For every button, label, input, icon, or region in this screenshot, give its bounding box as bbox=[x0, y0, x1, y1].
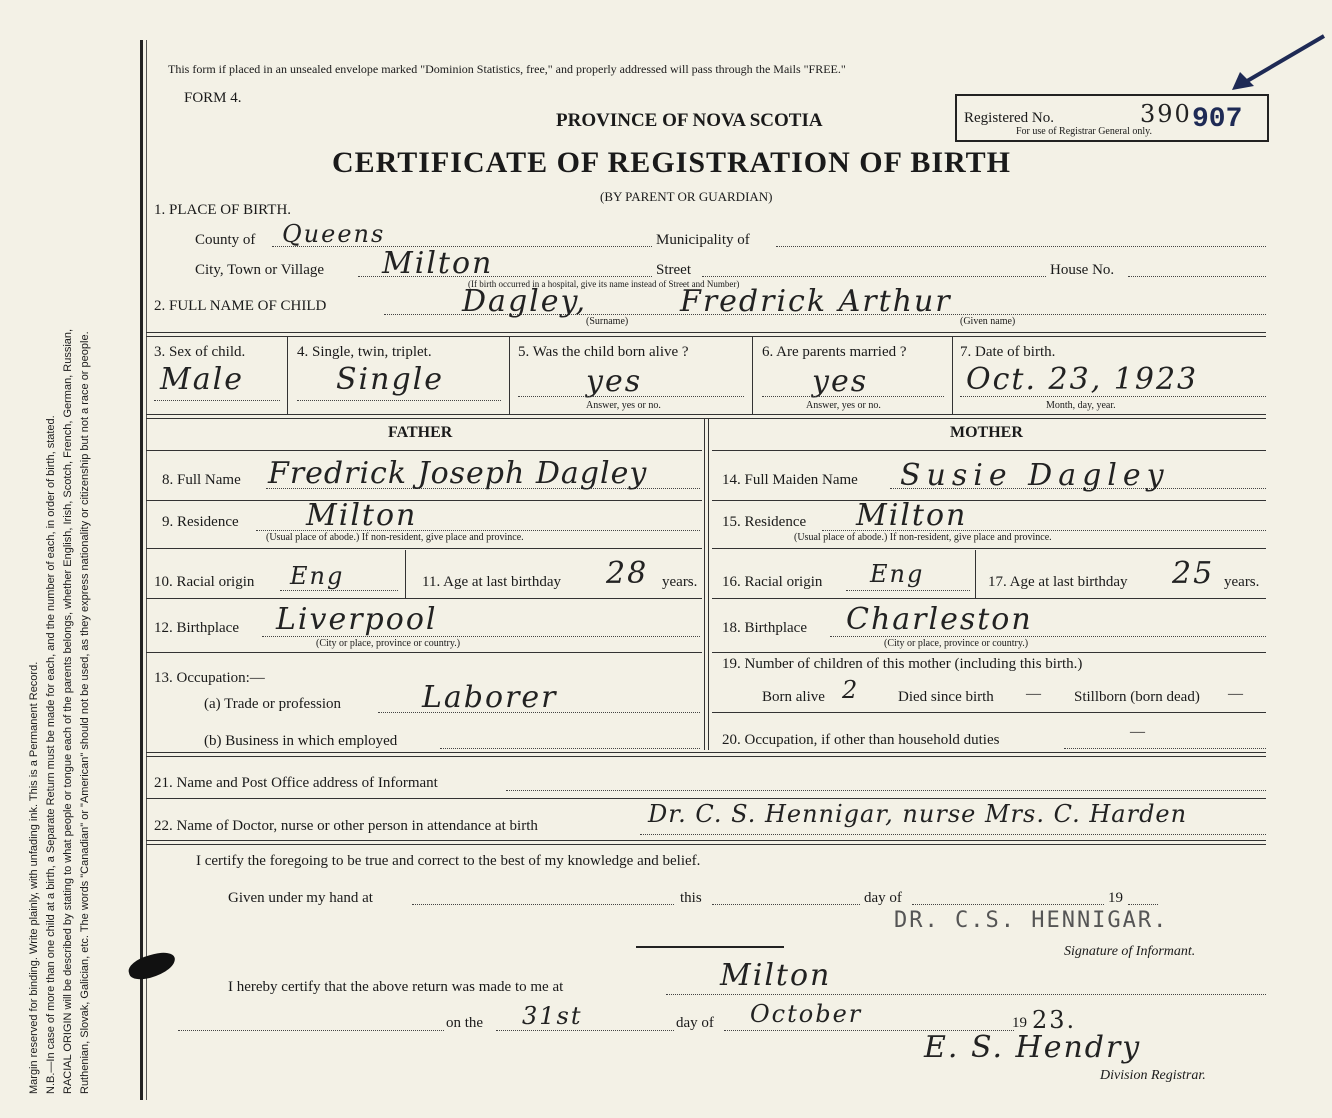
informant-line bbox=[506, 790, 1266, 791]
alive-value: yes bbox=[586, 364, 643, 399]
mother-birthplace-label: 18. Birthplace bbox=[722, 620, 807, 636]
plurality-label: 4. Single, twin, triplet. bbox=[297, 344, 432, 360]
col-divider bbox=[287, 336, 288, 414]
year-label: 19 bbox=[1012, 1015, 1027, 1031]
mother-occupation-value: — bbox=[1130, 724, 1145, 740]
month-value: October bbox=[750, 1000, 863, 1028]
father-age-value: 28 bbox=[606, 556, 649, 591]
day-of-label: day of bbox=[864, 890, 902, 906]
father-age-label: 11. Age at last birthday bbox=[422, 574, 561, 590]
doctor-line bbox=[640, 834, 1266, 835]
certify-statement: I certify the foregoing to be true and correct to the best of my knowledge and belief. bbox=[196, 853, 701, 869]
father-name-value: Fredrick Joseph Dagley bbox=[268, 456, 648, 491]
doctor-label: 22. Name of Doctor, nurse or other person in attendance at birth bbox=[154, 818, 538, 834]
father-name-label: 8. Full Name bbox=[162, 472, 241, 488]
registrar-signature: E. S. Hendry bbox=[924, 1030, 1142, 1065]
this-label: this bbox=[680, 890, 702, 906]
child-name-label: 2. FULL NAME OF CHILD bbox=[154, 298, 327, 314]
doctor-value: Dr. C. S. Hennigar, nurse Mrs. C. Harden bbox=[648, 800, 1188, 828]
city-label: City, Town or Village bbox=[195, 262, 325, 278]
born-alive-value: 2 bbox=[842, 676, 860, 704]
father-years: years. bbox=[662, 574, 698, 590]
col-divider bbox=[405, 550, 406, 598]
rule bbox=[712, 652, 1266, 653]
registrar-note: For use of Registrar General only. bbox=[1016, 126, 1152, 137]
signature-caption: Signature of Informant. bbox=[1064, 944, 1196, 959]
margin-note: N.B.—In case of more than one child at a birth, a Separate Return must be made for each, and the number of each, in order of birth, stated. bbox=[45, 415, 57, 1094]
city-value: Milton bbox=[382, 246, 494, 281]
rule bbox=[712, 598, 1266, 599]
binding-line bbox=[140, 40, 143, 1100]
stillborn-value: — bbox=[1228, 686, 1243, 702]
year-prefix: 19 bbox=[1108, 890, 1123, 906]
arrow-icon bbox=[1228, 32, 1328, 94]
mail-notice: This form if placed in an unsealed envelope marked "Dominion Statistics, free," and properly addressed will pass through the Mails "FREE." bbox=[168, 62, 846, 76]
county-label: County of bbox=[195, 232, 256, 248]
mother-name-value: Susie Dagley bbox=[900, 458, 1170, 493]
rule bbox=[146, 752, 1266, 757]
father-heading: FATHER bbox=[388, 424, 453, 441]
street-label: Street bbox=[656, 262, 691, 278]
sex-value: Male bbox=[160, 362, 244, 397]
rule bbox=[712, 450, 1266, 451]
rule bbox=[146, 450, 702, 451]
mother-name-label: 14. Full Maiden Name bbox=[722, 472, 858, 488]
dob-value: Oct. 23, 1923 bbox=[966, 362, 1199, 397]
page-subtitle: (BY PARENT OR GUARDIAN) bbox=[600, 189, 773, 204]
mother-residence-value: Milton bbox=[856, 498, 968, 533]
place-of-birth-heading: 1. PLACE OF BIRTH. bbox=[154, 202, 292, 218]
county-value: Queens bbox=[282, 220, 386, 248]
month-label: day of bbox=[676, 1015, 714, 1031]
on-the-label: on the bbox=[446, 1015, 484, 1031]
hospital-note: (If birth occurred in a hospital, give its name instead of Street and Number) bbox=[468, 279, 740, 289]
father-residence-label: 9. Residence bbox=[162, 514, 239, 530]
rule bbox=[146, 548, 702, 549]
mother-residence-label: 15. Residence bbox=[722, 514, 807, 530]
house-label: House No. bbox=[1050, 262, 1115, 278]
alive-line bbox=[518, 396, 744, 397]
mother-age-label: 17. Age at last birthday bbox=[988, 574, 1128, 590]
child-surname: Dagley, bbox=[462, 284, 587, 319]
rule bbox=[712, 500, 1266, 501]
mother-birthplace-caption: (City or place, province or country.) bbox=[884, 638, 1029, 649]
plurality-line bbox=[297, 400, 501, 401]
col-divider bbox=[752, 336, 753, 414]
mother-race-label: 16. Racial origin bbox=[722, 574, 823, 590]
born-alive-label: Born alive bbox=[762, 689, 825, 705]
business-label: (b) Business in which employed bbox=[204, 733, 398, 749]
registered-number-stamp: 907 bbox=[1192, 104, 1243, 135]
married-caption: Answer, yes or no. bbox=[806, 400, 881, 411]
given-name-caption: (Given name) bbox=[960, 316, 1016, 327]
municipality-line bbox=[776, 246, 1266, 247]
col-divider bbox=[975, 550, 976, 598]
mother-residence-caption: (Usual place of abode.) If non-resident, give place and province. bbox=[794, 532, 1052, 543]
mother-race-value: Eng bbox=[870, 560, 925, 588]
registered-number-handwritten: 390 bbox=[1140, 100, 1192, 128]
margin-note: Ruthenian, Slovak, Galician, etc. The words "Canadian" or "American" should not be used, as they express nationality or citizenship but not a race or people. bbox=[79, 331, 91, 1094]
mother-age-value: 25 bbox=[1172, 556, 1215, 591]
married-line bbox=[762, 396, 944, 397]
father-birthplace-value: Liverpool bbox=[276, 602, 438, 637]
house-line bbox=[1128, 276, 1266, 277]
sex-line bbox=[154, 400, 280, 401]
trade-value: Laborer bbox=[422, 680, 558, 715]
died-value: — bbox=[1026, 686, 1041, 702]
plurality-value: Single bbox=[336, 362, 445, 397]
rule bbox=[146, 332, 1266, 337]
col-divider bbox=[509, 336, 510, 414]
rule bbox=[146, 598, 702, 599]
street-line bbox=[702, 276, 1046, 277]
occupation-label: 13. Occupation:— bbox=[154, 670, 265, 686]
father-race-value: Eng bbox=[290, 562, 345, 590]
ink-blot bbox=[126, 949, 178, 983]
informant-signature: DR. C.S. HENNIGAR. bbox=[894, 908, 1169, 933]
dob-label: 7. Date of birth. bbox=[960, 344, 1056, 360]
lead-line bbox=[178, 1030, 444, 1031]
rule bbox=[146, 798, 1266, 799]
return-place: Milton bbox=[720, 958, 832, 993]
dob-line bbox=[960, 396, 1266, 397]
rule bbox=[712, 548, 1266, 549]
margin-notes bbox=[26, 94, 94, 1094]
return-line bbox=[666, 994, 1266, 995]
margin-note: Margin reserved for binding. Write plainly, with unfading ink. This is a Permanent Record. bbox=[28, 661, 40, 1094]
registered-label: Registered No. bbox=[964, 110, 1054, 126]
rule bbox=[712, 712, 1266, 713]
alive-caption: Answer, yes or no. bbox=[586, 400, 661, 411]
dob-caption: Month, day, year. bbox=[1046, 400, 1116, 411]
children-label: 19. Number of children of this mother (including this birth.) bbox=[722, 656, 1083, 672]
stillborn-label: Stillborn (born dead) bbox=[1074, 689, 1200, 705]
mother-heading: MOTHER bbox=[950, 424, 1023, 441]
col-divider bbox=[952, 336, 953, 414]
margin-note: RACIAL ORIGIN will be described by stating to what people or tongue each of the parents belongs, whether English, Irish, Scotch, French, German, Russian, bbox=[62, 328, 74, 1094]
father-race-label: 10. Racial origin bbox=[154, 574, 255, 590]
alive-label: 5. Was the child born alive ? bbox=[518, 344, 689, 360]
child-given-name: Fredrick Arthur bbox=[680, 284, 952, 319]
informant-label: 21. Name and Post Office address of Informant bbox=[154, 775, 438, 791]
day-line bbox=[496, 1030, 674, 1031]
month-line bbox=[912, 904, 1104, 905]
binding-line-inner bbox=[146, 40, 147, 1100]
mother-race-line bbox=[846, 590, 970, 591]
year-line bbox=[1128, 904, 1158, 905]
year-value: 23. bbox=[1032, 1006, 1077, 1034]
this-line bbox=[712, 904, 860, 905]
married-value: yes bbox=[812, 364, 869, 399]
given-place-line bbox=[412, 904, 674, 905]
father-birthplace-caption: (City or place, province or country.) bbox=[316, 638, 461, 649]
rule bbox=[146, 840, 1266, 845]
business-line bbox=[440, 748, 700, 749]
province-title: PROVINCE OF NOVA SCOTIA bbox=[556, 110, 823, 131]
father-residence-caption: (Usual place of abode.) If non-resident, give place and province. bbox=[266, 532, 524, 543]
return-label: I hereby certify that the above return was made to me at bbox=[228, 979, 564, 995]
form-number: FORM 4. bbox=[184, 90, 242, 106]
sex-label: 3. Sex of child. bbox=[154, 344, 246, 360]
rule bbox=[146, 652, 702, 653]
mother-birthplace-value: Charleston bbox=[846, 602, 1033, 637]
registrar-caption: Division Registrar. bbox=[1100, 1068, 1206, 1083]
signature-rule bbox=[636, 946, 784, 948]
died-label: Died since birth bbox=[898, 689, 994, 705]
page-title: CERTIFICATE OF REGISTRATION OF BIRTH bbox=[332, 146, 1011, 179]
mother-occupation-line bbox=[1064, 748, 1266, 749]
married-label: 6. Are parents married ? bbox=[762, 344, 907, 360]
father-residence-value: Milton bbox=[306, 498, 418, 533]
parent-divider bbox=[704, 418, 709, 750]
father-birthplace-label: 12. Birthplace bbox=[154, 620, 239, 636]
municipality-label: Municipality of bbox=[656, 232, 750, 248]
mother-occupation-label: 20. Occupation, if other than household duties bbox=[722, 732, 1000, 748]
rule bbox=[146, 500, 702, 501]
surname-caption: (Surname) bbox=[586, 316, 629, 327]
trade-label: (a) Trade or profession bbox=[204, 696, 342, 712]
father-race-line bbox=[280, 590, 398, 591]
day-value: 31st bbox=[522, 1002, 583, 1030]
given-under-label: Given under my hand at bbox=[228, 890, 373, 906]
mother-years: years. bbox=[1224, 574, 1260, 590]
